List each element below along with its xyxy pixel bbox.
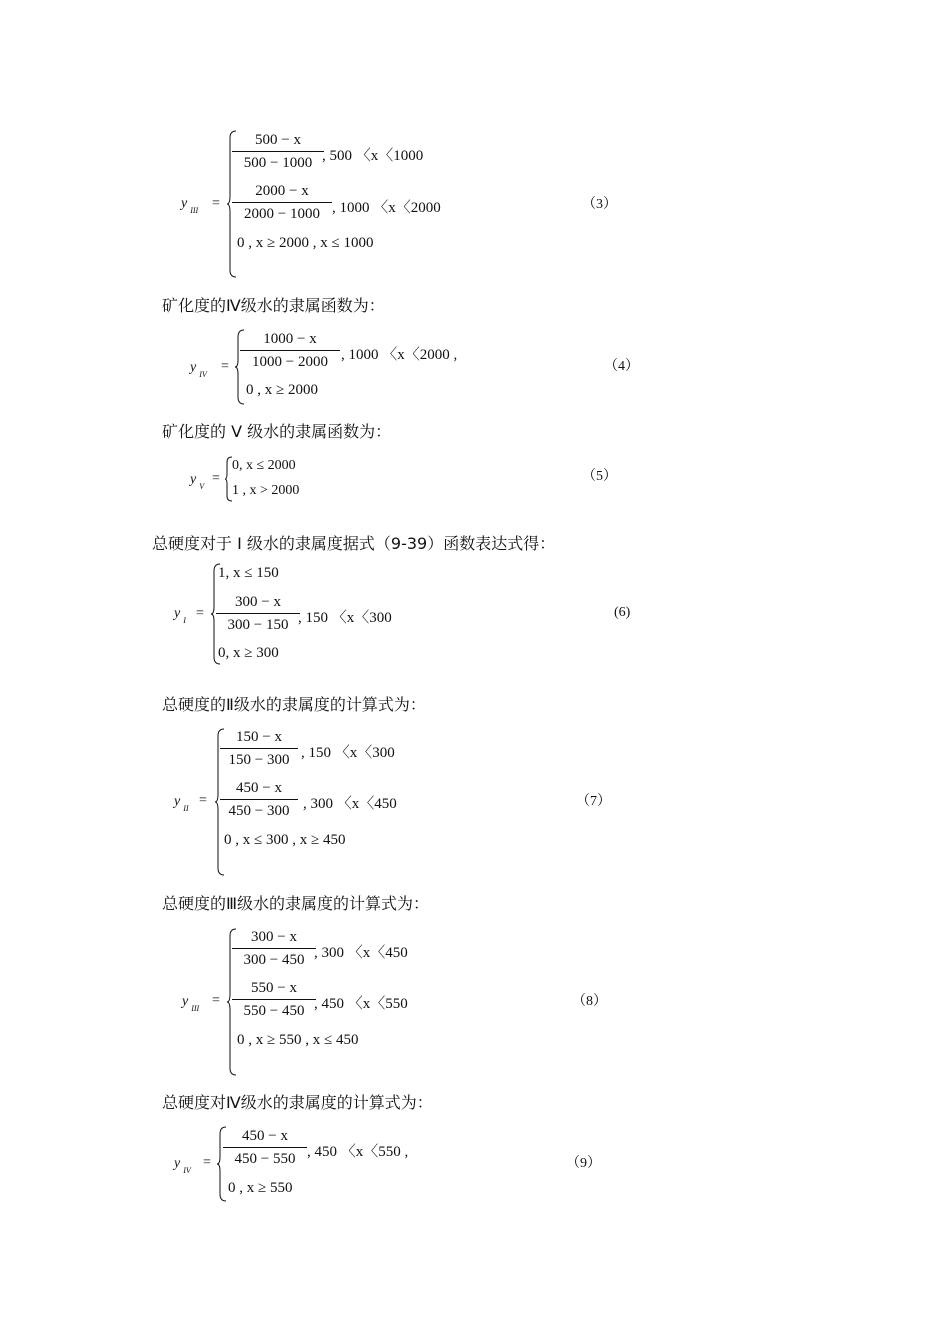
paragraph-eq8-intro: 总硬度的Ⅲ级水的隶属度的计算式为： — [162, 894, 430, 913]
eq9-number: （9） — [566, 1156, 601, 1171]
paragraph-eq4-intro: 矿化度的Ⅳ级水的隶属函数为： — [162, 296, 385, 315]
eq6-case-1: 1, x ≤ 150 — [218, 565, 279, 581]
eq4-condition-1: , 1000 〈x〈2000 , — [341, 347, 458, 363]
eq7-lhs: y $_{II}$ — [174, 794, 189, 813]
eq3-number: （3） — [582, 197, 617, 212]
eq6-case-3: 0, x ≥ 300 — [218, 645, 279, 661]
eq7-number: （7） — [576, 794, 611, 809]
eq9-condition-1: , 450 〈x〈550 , — [307, 1144, 409, 1160]
eq4-fraction-1: $\frac{1000 - x}{1000 - 2000}$ — [240, 331, 340, 371]
paragraph-eq5-intro: 矿化度的 V 级水的隶属函数为： — [162, 422, 392, 441]
eq4-number: （4） — [604, 359, 639, 374]
eq5-number: （5） — [582, 469, 617, 484]
eq4-equals: = — [221, 359, 229, 374]
eq5-case-2: 1 , x > 2000 — [232, 483, 300, 498]
paragraph-eq7-intro: 总硬度的Ⅱ级水的隶属度的计算式为： — [162, 695, 426, 714]
eq8-condition-1: , 300 〈x〈450 — [314, 945, 408, 961]
eq8-fraction-1: $\frac{300 - x}{300 - 450}$ — [232, 929, 316, 969]
eq6-condition-1: , 150 〈x〈300 — [298, 610, 392, 626]
eq8-equals: = — [212, 993, 220, 1008]
eq8-zero-case: 0 , x ≥ 550 , x ≤ 450 — [237, 1032, 359, 1048]
eq3-zero-case: 0 , x ≥ 2000 , x ≤ 1000 — [237, 235, 374, 251]
paragraph-eq9-intro: 总硬度对Ⅳ级水的隶属度的计算式为： — [162, 1093, 433, 1112]
eq7-condition-1: , 150 〈x〈300 — [301, 745, 395, 761]
eq5-case-1: 0, x ≤ 2000 — [232, 458, 296, 473]
eq7-fraction-1: $\frac{150 - x}{150 - 300}$ — [220, 729, 298, 769]
eq9-fraction-1: $\frac{450 - x}{450 - 550}$ — [223, 1128, 307, 1168]
eq8-number: （8） — [572, 994, 607, 1009]
eq3-equals: = — [212, 196, 220, 211]
eq5-equals: = — [212, 471, 220, 486]
eq3-fraction-1: $\frac{500 - x}{500 - 1000}$ — [232, 132, 324, 172]
eq5-lhs: y $_V$ — [190, 472, 205, 491]
eq6-equals: = — [196, 606, 204, 621]
eq8-condition-2: , 450 〈x〈550 — [314, 996, 408, 1012]
eq6-number: (6) — [614, 605, 631, 620]
eq9-lhs: y $_{IV}$ — [174, 1156, 191, 1175]
eq9-zero-case: 0 , x ≥ 550 — [228, 1180, 293, 1196]
eq7-zero-case: 0 , x ≤ 300 , x ≥ 450 — [224, 832, 346, 848]
eq3-condition-1: , 500 〈x〈1000 — [322, 148, 424, 164]
eq6-fraction-1: $\frac{300 - x}{300 - 150}$ — [216, 594, 300, 634]
eq8-lhs: y $_{III}$ — [182, 994, 200, 1013]
eq3-fraction-2: $\frac{2000 - x}{2000 - 1000}$ — [232, 183, 332, 223]
eq8-fraction-2: $\frac{550 - x}{550 - 450}$ — [232, 980, 316, 1020]
eq7-condition-2: , 300 〈x〈450 — [303, 796, 397, 812]
paragraph-eq6-intro: 总硬度对于 I 级水的隶属度据式（9-39）函数表达式得： — [152, 534, 556, 553]
eq7-equals: = — [199, 793, 207, 808]
eq3-lhs: y $_{III}$ — [181, 196, 199, 215]
eq4-zero-case: 0 , x ≥ 2000 — [246, 382, 318, 398]
eq9-equals: = — [203, 1155, 211, 1170]
eq7-fraction-2: $\frac{450 - x}{450 - 300}$ — [220, 780, 298, 820]
eq3-condition-2: , 1000 〈x〈2000 — [332, 200, 441, 216]
eq6-lhs: y $_I$ — [174, 606, 186, 625]
eq4-lhs: y $_{IV}$ — [190, 360, 207, 379]
